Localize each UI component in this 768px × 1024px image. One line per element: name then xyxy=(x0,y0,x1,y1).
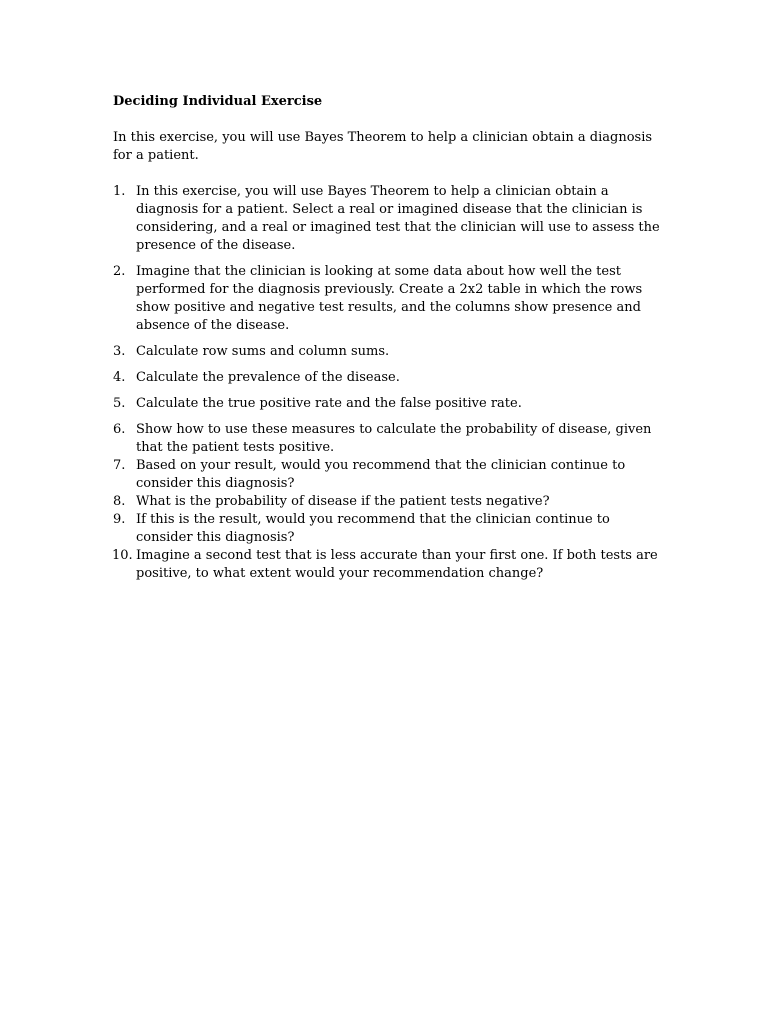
list-item-text: Calculate the true positive rate and the false positive rate. xyxy=(136,396,522,411)
list-item xyxy=(113,493,663,511)
list-item-number: 7. xyxy=(113,458,126,473)
list-item-number: 8. xyxy=(113,494,126,509)
list-item xyxy=(113,183,663,255)
list-item xyxy=(113,369,663,387)
list-item-text: Calculate the prevalence of the disease. xyxy=(136,370,400,385)
list-item-text: Show how to use these measures to calculate the probability of disease, given that the patient tests positive. xyxy=(136,422,652,455)
list-item xyxy=(113,421,663,457)
list-item xyxy=(113,511,663,547)
list-item-text: In this exercise, you will use Bayes Theorem to help a clinician obtain a diagnosis for a patient. Select a real or imagined disease that the clinician is considering, and a real or imagined test that the clinician will use to assess the presence of the disease. xyxy=(136,184,660,253)
list-item-text: Imagine a second test that is less accurate than your first one. If both tests are positive, to what extent would your recommendation change? xyxy=(136,548,658,581)
list-item xyxy=(113,263,663,335)
list-item-number: 2. xyxy=(113,264,126,279)
list-item-number: 3. xyxy=(113,344,126,359)
list-item-text: Imagine that the clinician is looking at some data about how well the test performed for the diagnosis previously. Create a 2x2 table in which the rows show positive and negative test results, and the columns show presence and absence of the disease. xyxy=(136,264,643,333)
intro-paragraph: In this exercise, you will use Bayes Theorem to help a clinician obtain a diagnosis for a patient. xyxy=(113,130,653,163)
list-item-number: 4. xyxy=(113,370,126,385)
list-item-number: 6. xyxy=(113,422,126,437)
list-item xyxy=(113,343,663,361)
list-item-number: 9. xyxy=(113,512,126,527)
list-item-text: If this is the result, would you recommend that the clinician continue to consider this diagnosis? xyxy=(136,512,610,545)
list-item-text: What is the probability of disease if the patient tests negative? xyxy=(136,494,550,509)
list-item-number: 5. xyxy=(113,396,126,411)
list-item xyxy=(113,395,663,413)
document-title: Deciding Individual Exercise xyxy=(113,94,323,109)
list-item xyxy=(113,457,663,493)
list-item xyxy=(113,547,663,583)
list-item-text: Based on your result, would you recommend that the clinician continue to consider this diagnosis? xyxy=(136,458,626,491)
list-item-number: 10. xyxy=(112,548,133,563)
list-item-number: 1. xyxy=(113,184,126,199)
document-page xyxy=(113,93,663,583)
exercise-list xyxy=(113,183,663,583)
list-item-text: Calculate row sums and column sums. xyxy=(136,344,390,359)
